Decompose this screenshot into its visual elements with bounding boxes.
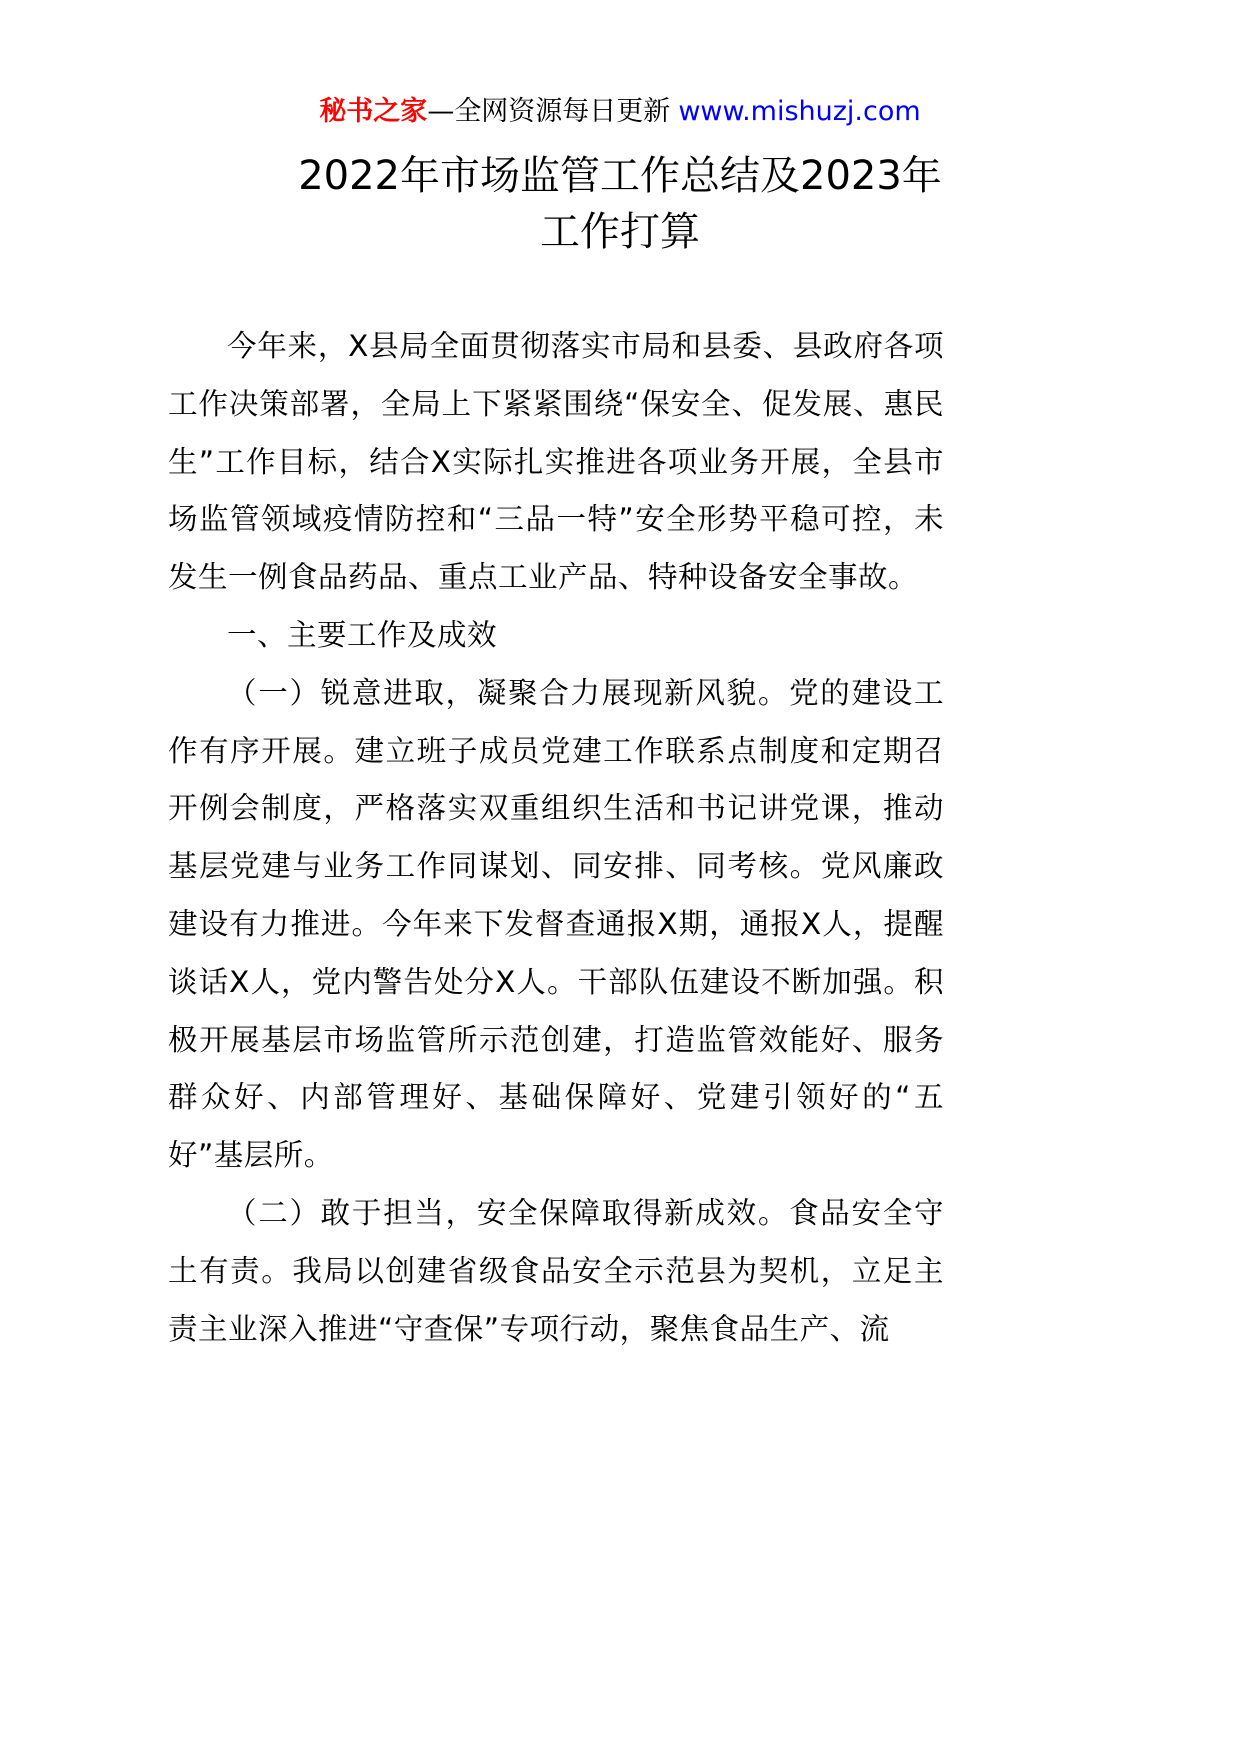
site-banner <box>0 92 1240 132</box>
banner-url-link[interactable]: www.mishuzj.com <box>678 96 921 127</box>
document-title <box>0 148 1240 260</box>
document-title-line-2: 工作打算 <box>540 209 700 255</box>
paragraph-intro: 今年来，X县局全面贯彻落实市局和县委、县政府各项工作决策部署，全局上下紧紧围绕“保安全、促发展、惠民生”工作目标，结合X实际扎实推进各项业务开展，全县市场监管领域疫情防控和“三品一特”安全形势平稳可控，未发生一例食品药品、重点工业产品、特种设备安全事故。 <box>168 329 944 595</box>
banner-brand: 秘书之家 <box>319 96 428 127</box>
section-heading-main-work: 一、主要工作及成效 <box>227 617 498 652</box>
paragraph-section-1: （一）锐意进取，凝聚合力展现新风貌。党的建设工作有序开展。建立班子成员党建工作联系点制度和定期召开例会制度，严格落实双重组织生活和书记讲党课，推动基层党建与业务工作同谋划、同安排、同考核。党风廉政建设有力推进。今年来下发督查通报X期，通报X人，提醒谈话X人，党内警告处分X人。干部队伍建设不断加强。积极开展基层市场监管所示范创建，打造监管效能好、服务群众好、内部管理好、基础保障好、党建引领好的“五好”基层所。 <box>168 675 944 1173</box>
paragraph-section-2: （二）敢于担当，安全保障取得新成效。食品安全守土有责。我局以创建省级食品安全示范县为契机，立足主责主业深入推进“守查保”专项行动，聚焦食品生产、流 <box>168 1195 944 1346</box>
banner-slogan: —全网资源每日更新 <box>427 96 671 127</box>
document-body <box>168 318 944 1358</box>
document-title-line-1: 2022年市场监管工作总结及2023年 <box>298 153 942 199</box>
